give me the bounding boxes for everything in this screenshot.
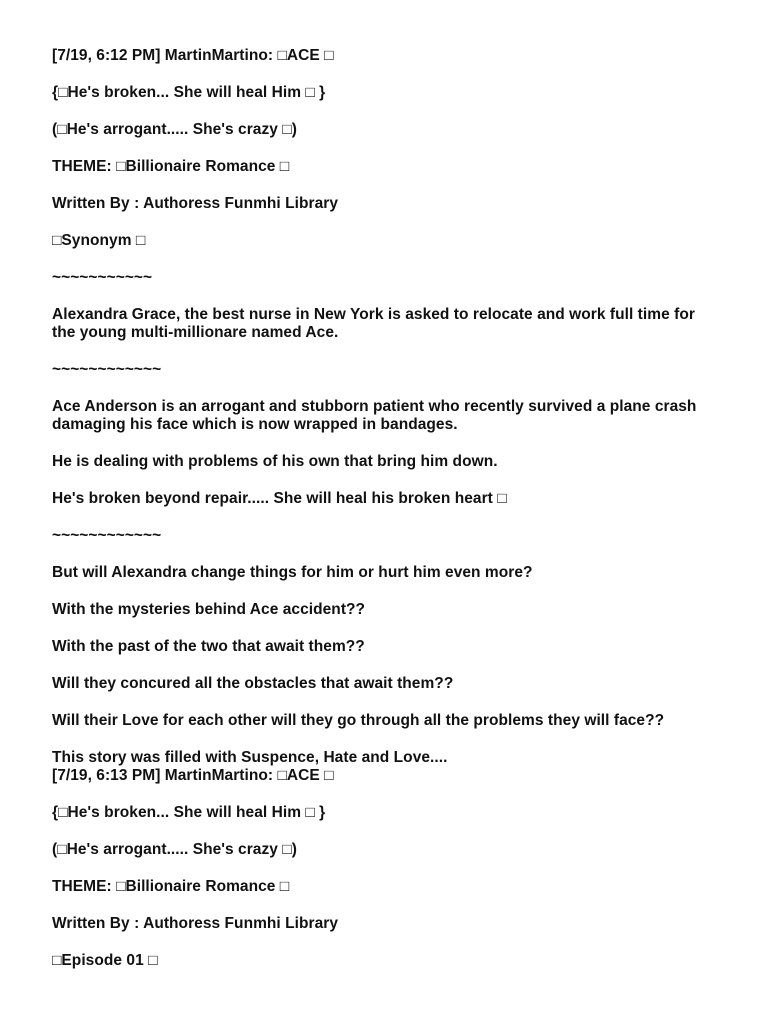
question-line-4: Will they concured all the obstacles that await them?? <box>52 675 454 692</box>
tagline-broken-1: {□He's broken... She will heal Him □ } <box>52 84 326 101</box>
synopsis-paragraph-2: Ace Anderson is an arrogant and stubborn patient who recently survived a plane crash damaging his face which is now wrapped in bandages. <box>52 398 701 433</box>
message-header-1: [7/19, 6:12 PM] MartinMartino: □ACE □ <box>52 47 334 64</box>
tilde-divider-3: ~~~~~~~~~~~~ <box>52 527 162 544</box>
question-line-3: With the past of the two that await them?? <box>52 638 365 655</box>
synopsis-paragraph-4: He's broken beyond repair..... She will heal his broken heart □ <box>52 490 507 507</box>
tagline-arrogant-1: (□He's arrogant..... She's crazy □) <box>52 121 297 138</box>
question-line-1: But will Alexandra change things for him or hurt him even more? <box>52 564 533 581</box>
question-line-2: With the mysteries behind Ace accident?? <box>52 601 366 618</box>
story-summary-line: This story was filled with Suspence, Hate and Love.... <box>52 749 448 766</box>
tagline-broken-2: {□He's broken... She will heal Him □ } <box>52 804 326 821</box>
question-line-5: Will their Love for each other will they go through all the problems they will face?? <box>52 712 665 729</box>
synonym-heading: □Synonym □ <box>52 232 146 249</box>
theme-line-2: THEME: □Billionaire Romance □ <box>52 878 290 895</box>
tilde-divider-2: ~~~~~~~~~~~~ <box>52 361 162 378</box>
author-line-2: Written By : Authoress Funmhi Library <box>52 915 339 932</box>
episode-heading: □Episode 01 □ <box>52 952 158 969</box>
synopsis-paragraph-1: Alexandra Grace, the best nurse in New York is asked to relocate and work full time for the young multi-millionare named Ace. <box>52 306 700 341</box>
synopsis-paragraph-3: He is dealing with problems of his own that bring him down. <box>52 453 498 470</box>
message-header-2: [7/19, 6:13 PM] MartinMartino: □ACE □ <box>52 767 334 784</box>
tagline-arrogant-2: (□He's arrogant..... She's crazy □) <box>52 841 297 858</box>
author-line-1: Written By : Authoress Funmhi Library <box>52 195 339 212</box>
tilde-divider-1: ~~~~~~~~~~~ <box>52 269 153 286</box>
theme-line-1: THEME: □Billionaire Romance □ <box>52 158 290 175</box>
